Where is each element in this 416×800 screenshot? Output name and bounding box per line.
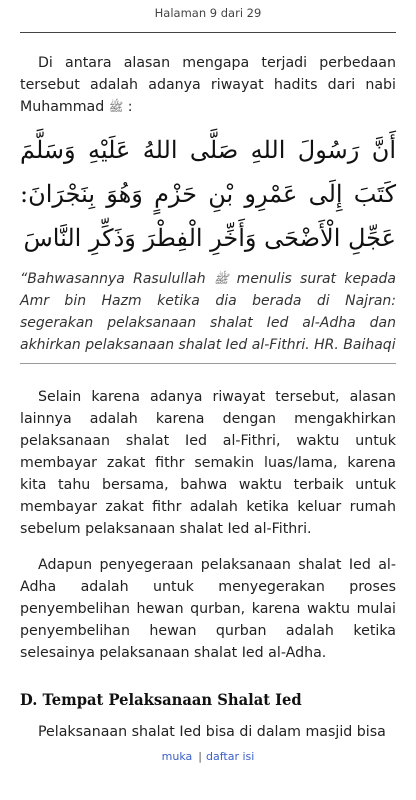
home-link[interactable]: muka bbox=[161, 750, 193, 763]
hadith-arabic-text: أَنَّ رَسُولَ اللهِ صَلَّى اللهُ عَلَيْهِ وَسَلَّمَ كَتَبَ إِلَى عَمْرِو بْنِ حَزْمٍ وَهُوَ بِنَجْرَانَ: عَجِّلِ الْأَضْحَى وَأَخِّرِ الْفِطْرَ وَذَكِّرِ النَّاسَ bbox=[20, 136, 396, 252]
footer-navigation bbox=[0, 750, 416, 763]
table-of-contents-link[interactable]: daftar isi bbox=[206, 750, 255, 763]
intro-text: Di antara alasan mengapa terjadi perbedaan tersebut adalah adanya riwayat hadits dari nabi Muhammad bbox=[20, 55, 396, 115]
translation-end: menulis surat kepada Amr bin Hazm ketika dia berada di Najran: segerakan pelaksanaan shalat Ied al-Adha dan akhirkan pelaksanaan shalat Ied al-Fithri. HR. Baihaqi bbox=[20, 271, 396, 353]
saw-symbol: ﷺ bbox=[108, 100, 124, 114]
saw-symbol-translation: ﷺ bbox=[213, 272, 229, 286]
section-heading: D. Tempat Pelaksanaan Shalat Ied bbox=[20, 690, 302, 709]
footer-separator: | bbox=[198, 750, 202, 763]
paragraph-location: Pelaksanaan shalat Ied bisa di dalam masjid bisa bbox=[38, 724, 386, 740]
paragraph-zakat: Selain karena adanya riwayat tersebut, alasan lainnya adalah karena dengan mengakhirkan pelaksanaan shalat Ied al-Fithri, waktu untuk membayar zakat fithr semakin luas/lama, karena kita tahu bersama, bahwa waktu terbaik untuk membayar zakat fithr adalah ketika keluar rumah sebelum pelaksanaan shalat Ied al-Fithri. bbox=[20, 389, 396, 537]
paragraph-adha: Adapun penyegeraan pelaksanaan shalat Ied al-Adha adalah untuk menyegerakan proses penyembelihan hewan qurban, karena waktu mulai penyembelihan hewan qurban adalah ketika selesainya pelaksanaan shalat Ied al-Adha. bbox=[20, 557, 396, 661]
page-content bbox=[20, 52, 396, 743]
hadith-translation bbox=[20, 268, 396, 356]
header-divider bbox=[20, 32, 396, 33]
quote-divider bbox=[20, 363, 396, 364]
intro-paragraph bbox=[20, 52, 396, 118]
intro-colon: : bbox=[123, 99, 133, 115]
page-indicator: Halaman 9 dari 29 bbox=[154, 6, 262, 20]
translation-start: “Bahwasannya Rasulullah bbox=[20, 271, 206, 287]
